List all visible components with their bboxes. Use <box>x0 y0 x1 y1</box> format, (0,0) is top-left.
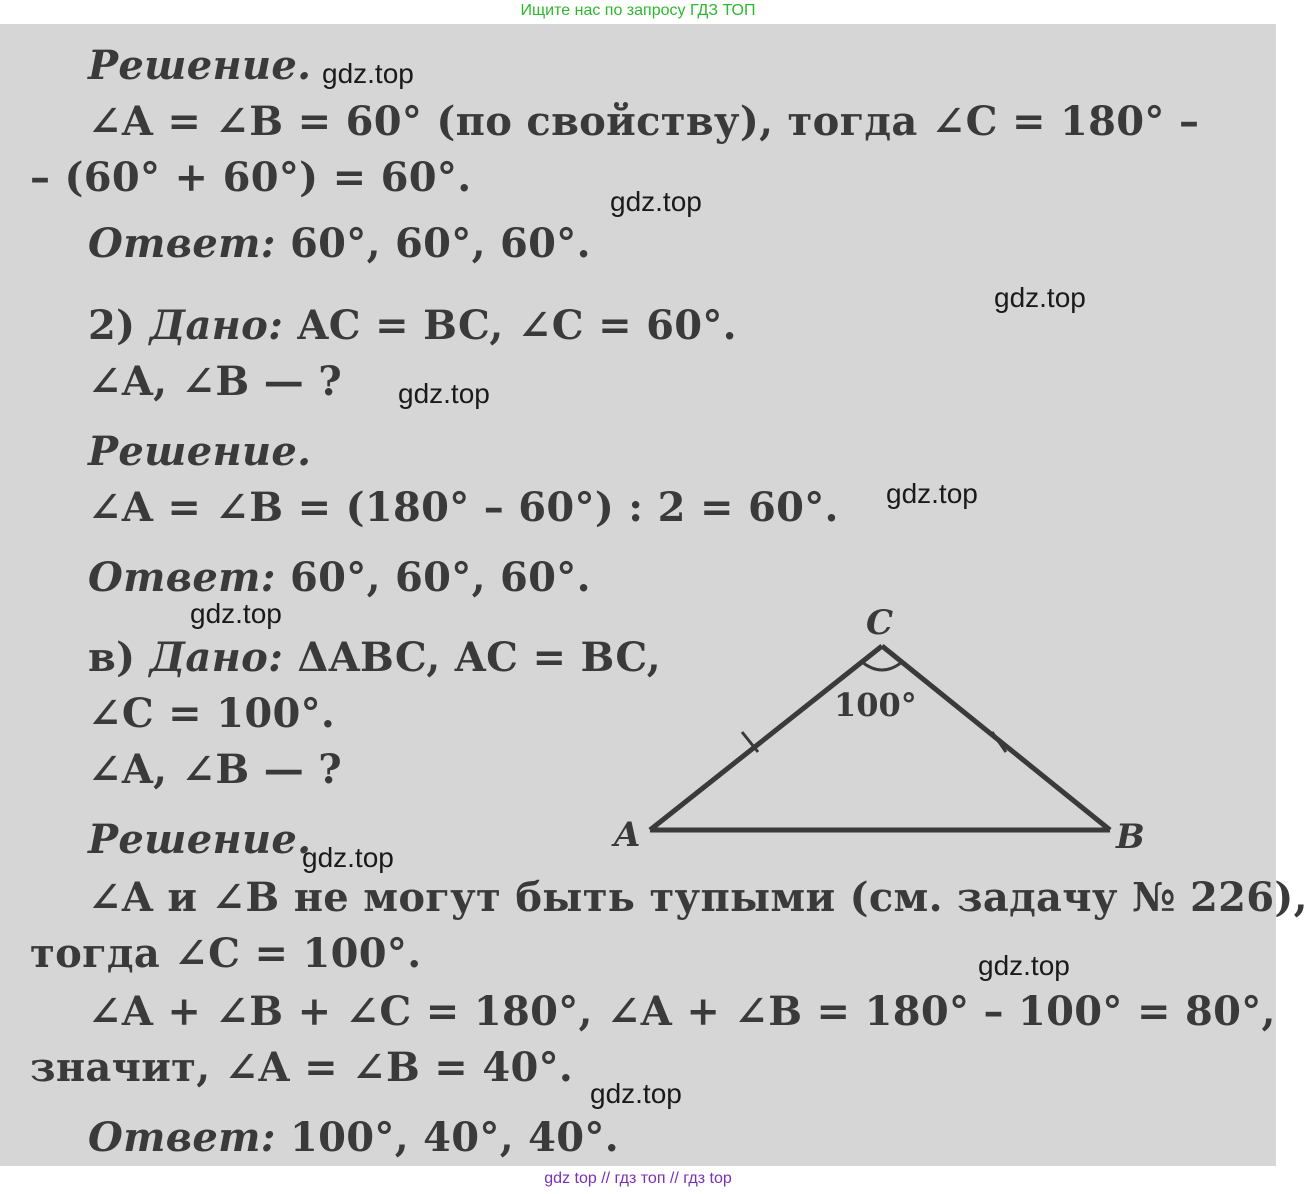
answer-label: Ответ: <box>88 1114 276 1161</box>
solution-line-4: ∠A и ∠B не могут быть тупыми (см. задачу № 226), <box>88 874 1308 921</box>
top-banner[interactable]: Ищите нас по запросу ГДЗ ТОП <box>0 0 1276 24</box>
item-number: в) <box>88 634 136 681</box>
item-number: 2) <box>88 302 136 349</box>
answer-line-3 <box>88 1114 619 1161</box>
solution-heading-3: Решение. <box>88 816 312 863</box>
watermark: gdz.top <box>610 186 702 217</box>
watermark: gdz.top <box>190 598 282 629</box>
answer-value: 100°, 40°, 40°. <box>275 1114 619 1161</box>
solution-line-2: – (60° + 60°) = 60°. <box>30 154 472 201</box>
bottom-banner[interactable]: gdz top // гдз топ // гдз top <box>0 1166 1276 1194</box>
given-label: Дано: <box>135 634 284 681</box>
find-line-2: ∠A, ∠B — ? <box>88 358 343 405</box>
answer-line-2 <box>88 554 591 601</box>
side-ac <box>650 646 882 830</box>
given-line-2 <box>88 302 737 349</box>
vertex-c-label: C <box>866 603 894 643</box>
watermark: gdz.top <box>398 378 490 409</box>
vertex-a-label: A <box>614 815 641 855</box>
given-label: Дано: <box>135 302 284 349</box>
given-value: AC = BC, ∠C = 60°. <box>283 302 737 349</box>
answer-value: 60°, 60°, 60°. <box>275 220 591 267</box>
watermark: gdz.top <box>302 842 394 873</box>
answer-value: 60°, 60°, 60°. <box>275 554 591 601</box>
angle-arc-c <box>862 662 902 670</box>
watermark: gdz.top <box>886 478 978 509</box>
solution-line-1: ∠A = ∠B = 60° (по свойству), тогда ∠C = 180° – <box>88 98 1200 145</box>
solution-line-7: значит, ∠A = ∠B = 40°. <box>30 1044 574 1091</box>
answer-label: Ответ: <box>88 220 276 267</box>
solution-line-3: ∠A = ∠B = (180° – 60°) : 2 = 60°. <box>88 484 839 531</box>
watermark: gdz.top <box>978 950 1070 981</box>
given-line-3 <box>88 634 661 681</box>
solution-heading-1: Решение. <box>88 42 312 89</box>
vertex-b-label: B <box>1116 817 1145 857</box>
answer-line-1 <box>88 220 591 267</box>
textbook-page <box>0 24 1308 1166</box>
watermark: gdz.top <box>590 1078 682 1109</box>
solution-line-5: тогда ∠C = 100°. <box>30 930 422 977</box>
solution-heading-2: Решение. <box>88 428 312 475</box>
given-angle-line: ∠C = 100°. <box>88 690 336 737</box>
angle-c-label: 100° <box>834 686 917 724</box>
find-line-3: ∠A, ∠B — ? <box>88 746 343 793</box>
watermark: gdz.top <box>994 282 1086 313</box>
answer-label: Ответ: <box>88 554 276 601</box>
solution-line-6: ∠A + ∠B + ∠C = 180°, ∠A + ∠B = 180° – 100° = 80°, <box>88 988 1276 1035</box>
given-value: ΔABC, AC = BC, <box>283 634 662 681</box>
watermark: gdz.top <box>322 58 414 89</box>
triangle-figure <box>600 603 1160 884</box>
